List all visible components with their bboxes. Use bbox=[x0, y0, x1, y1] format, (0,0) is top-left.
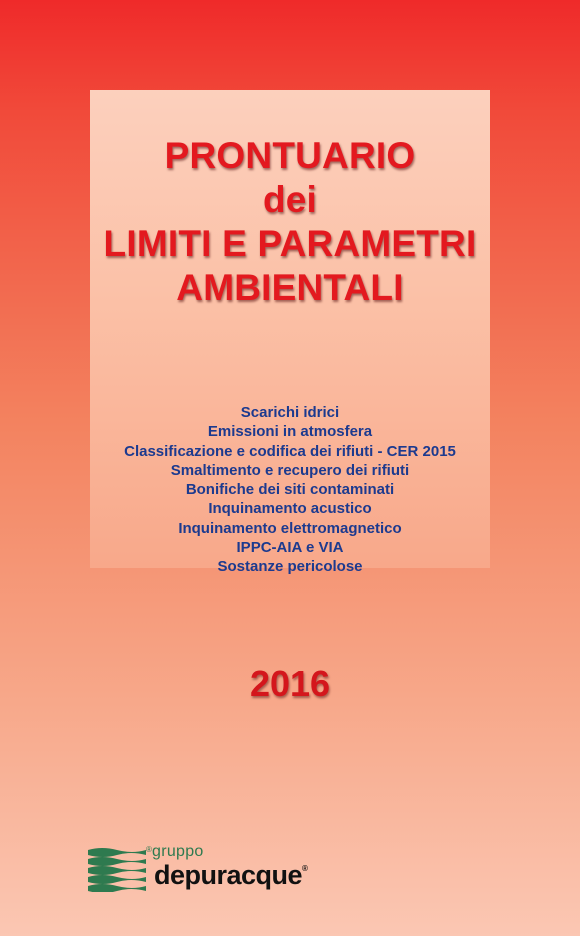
topic-item: IPPC-AIA e VIA bbox=[236, 539, 344, 557]
registered-mark-icon: ® bbox=[302, 864, 308, 873]
topic-item: Emissioni in atmosfera bbox=[207, 423, 373, 441]
topic-item: Inquinamento acustico bbox=[208, 500, 372, 518]
logo-small-text: gruppo bbox=[152, 843, 204, 860]
topic-item: Scarichi idrici bbox=[240, 404, 340, 421]
registered-mark-icon: ® bbox=[146, 845, 152, 854]
topic-item: Sostanze pericolose bbox=[217, 558, 363, 576]
edition-year: 2016 bbox=[249, 663, 331, 704]
logo-brand-name: depuracque bbox=[154, 860, 303, 890]
topic-item: Classificazione e codifica dei rifiuti - CER 2015 bbox=[124, 442, 456, 460]
topic-item: Smaltimento e recupero dei rifiuti bbox=[170, 461, 410, 479]
publisher-logo bbox=[88, 843, 328, 893]
title-line-2: dei bbox=[262, 179, 318, 220]
cover-title bbox=[0, 134, 580, 310]
title-line-4: AMBIENTALI bbox=[176, 267, 404, 308]
title-line-1: PRONTUARIO bbox=[164, 135, 416, 176]
topics-list bbox=[0, 403, 580, 577]
wave-stripes-icon bbox=[88, 846, 146, 892]
topic-item: Bonifiche dei siti contaminati bbox=[185, 481, 395, 499]
title-line-3: LIMITI E PARAMETRI bbox=[103, 223, 477, 264]
logo-brand-text bbox=[154, 860, 307, 891]
topic-item: Inquinamento elettromagnetico bbox=[178, 519, 402, 537]
